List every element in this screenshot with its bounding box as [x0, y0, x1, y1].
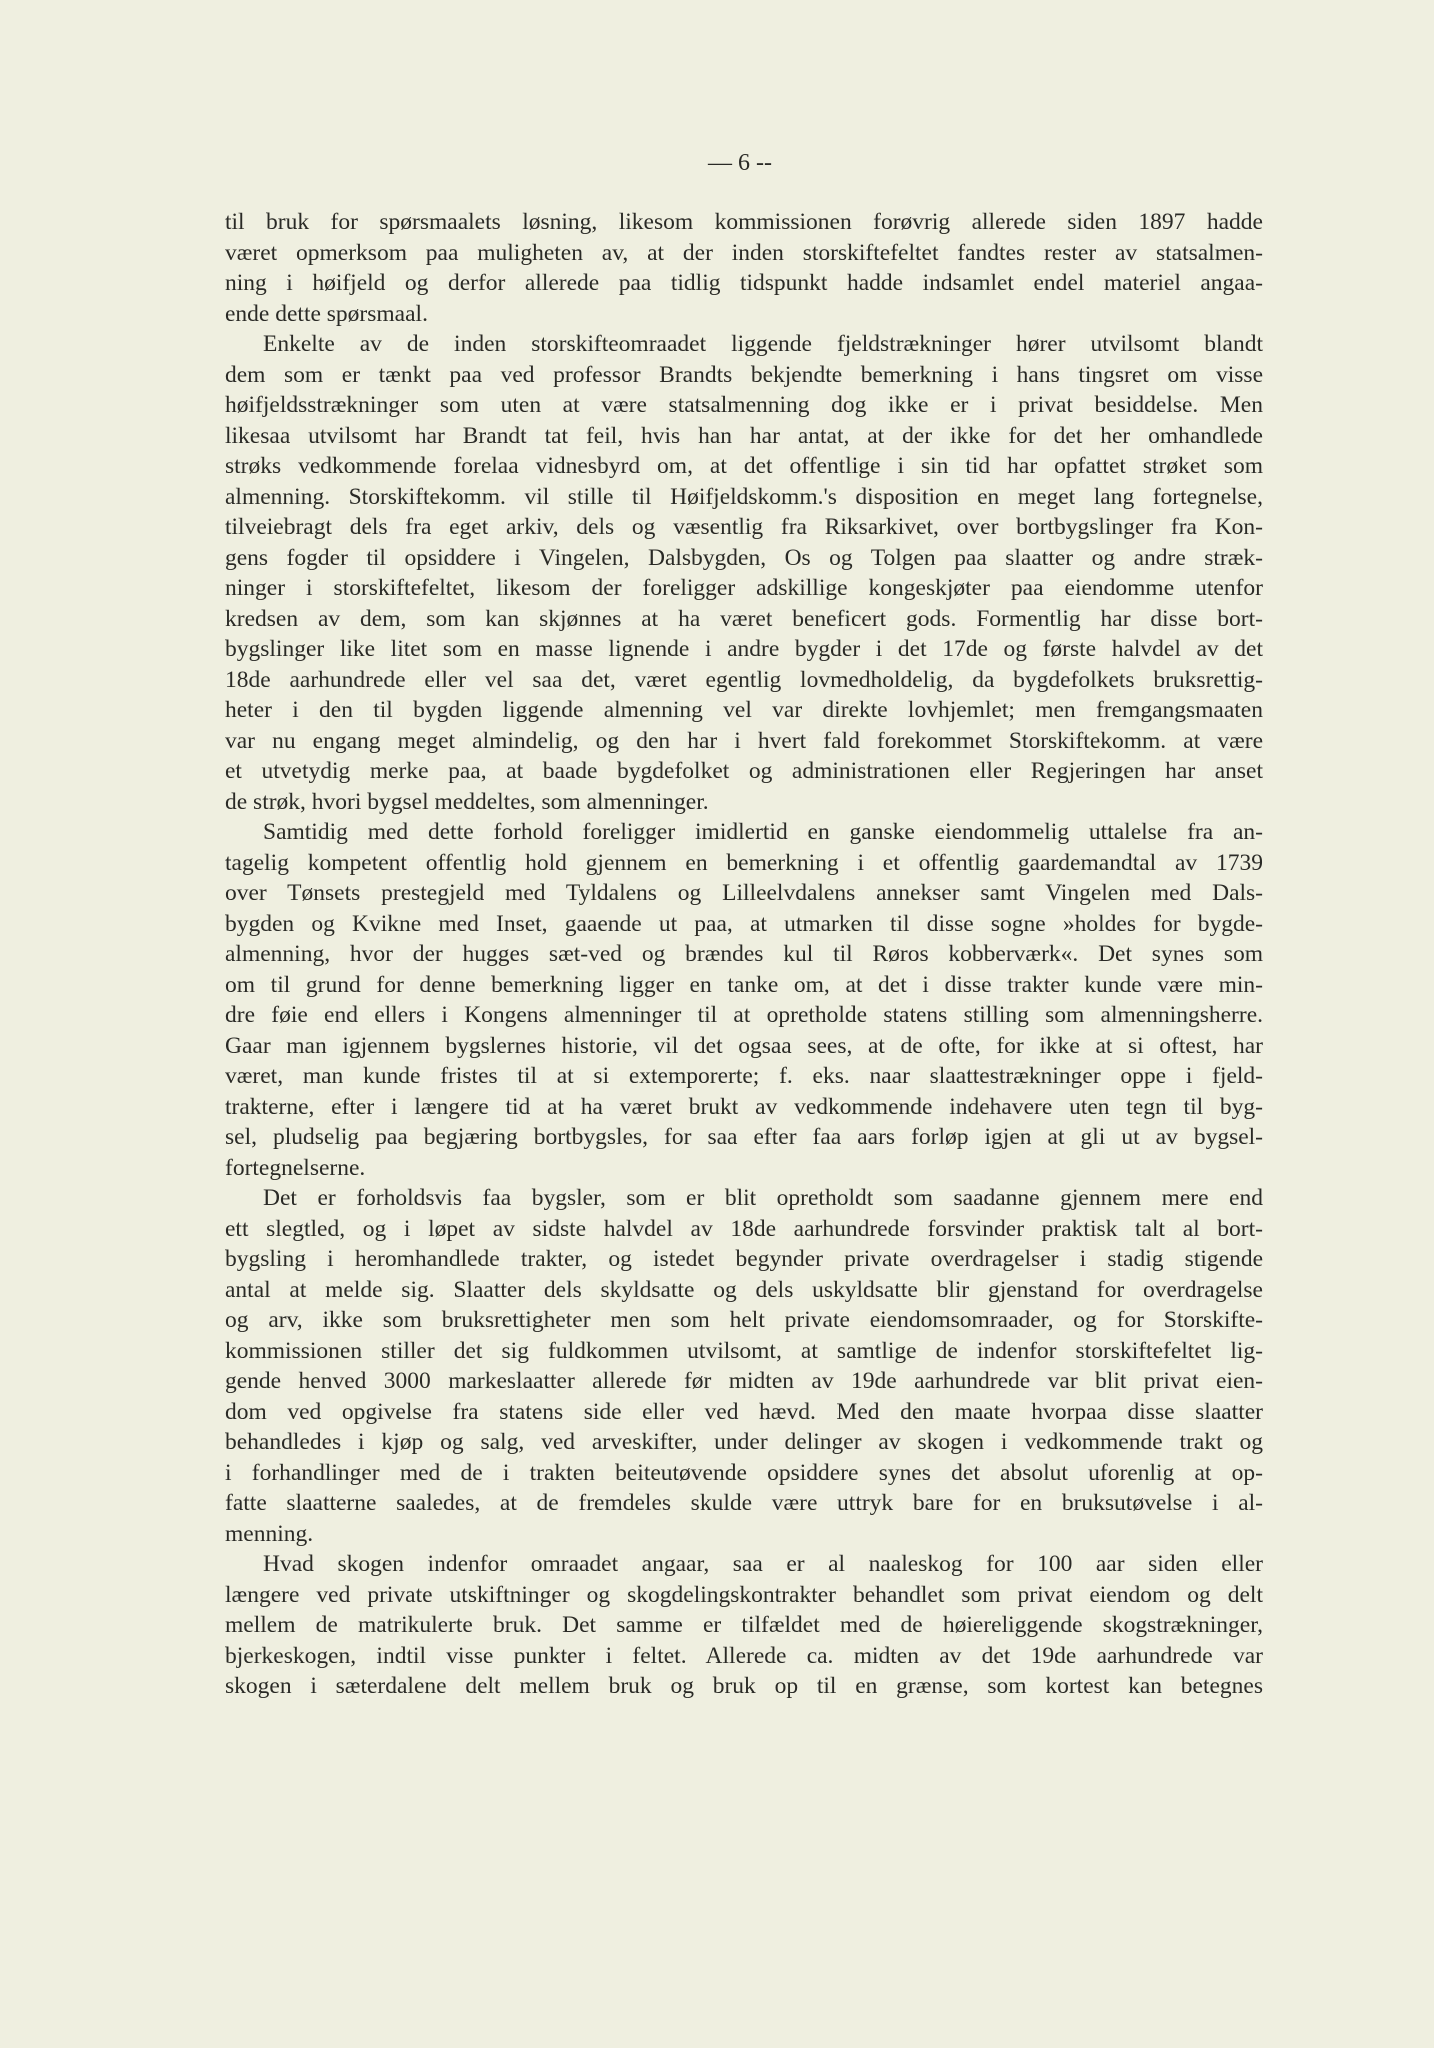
text-line: Gaar man igjennem bygslernes historie, vil det ogsaa sees, at de ofte, for ikke at si oftest, har	[225, 1032, 1263, 1059]
text-line: fatte slaatterne saaledes, at de fremdeles skulde være uttryk bare for en bruksutøvelse i al-	[225, 1490, 1263, 1516]
text-line: almenning. Storskiftekomm. vil stille til Høifjeldskomm.'s disposition en meget lang fortegnelse,	[225, 483, 1263, 510]
text-line: skogen i sæterdalene delt mellem bruk og bruk op til en grænse, som kortest kan betegnes	[225, 1673, 1263, 1699]
text-line: likesaa utvilsomt har Brandt tat feil, hvis han har antat, at der ikke for det her omhandlede	[225, 422, 1263, 449]
text-line: menning.	[225, 1520, 314, 1547]
text-line: til bruk for spørsmaalets løsning, likesom kommissionen forøvrig allerede siden 1897 hadde	[225, 209, 1263, 235]
text-line: dem som er tænkt paa ved professor Brandts bekjendte bemerkning i hans tingsret om visse	[225, 361, 1263, 388]
text-line: behandledes i kjøp og salg, ved arveskifter, under delinger av skogen i vedkommende trakt og	[225, 1429, 1263, 1455]
text-line: ning i høifjeld og derfor allerede paa tidlig tidspunkt hadde indsamlet endel materiel angaa-	[225, 270, 1263, 296]
text-line: kredsen av dem, som kan skjønnes at ha været beneficert gods. Formentlig har disse bort-	[225, 605, 1263, 632]
text-line: var nu engang meget almindelig, og den har i hvert fald forekommet Storskiftekomm. at være	[225, 727, 1263, 754]
paragraph	[225, 207, 1263, 329]
text-line: tagelig kompetent offentlig hold gjennem en bemerkning i et offentlig gaardemandtal av 1739	[225, 849, 1263, 876]
text-line: længere ved private utskiftninger og skogdelingskontrakter behandlet som privat eiendom og delt	[225, 1581, 1263, 1608]
text-line: antal at melde sig. Slaatter dels skyldsatte og dels uskyldsatte blir gjenstand for overdragelse	[225, 1276, 1263, 1303]
text-line: Enkelte av de inden storskifteomraadet liggende fjeldstrækninger hører utvilsomt blandt	[263, 331, 1263, 357]
text-line: almenning, hvor der hugges sæt-ved og brændes kul til Røros kobberværk«. Det synes som	[225, 941, 1263, 967]
text-line: bygsling i heromhandlede trakter, og istedet begynder private overdragelser i stadig stigende	[225, 1246, 1263, 1272]
paragraph	[225, 817, 1263, 1183]
text-line: bygden og Kvikne med Inset, gaaende ut paa, at utmarken til disse sogne »holdes for bygde-	[225, 910, 1263, 937]
text-line: ende dette spørsmaal.	[225, 300, 428, 327]
text-line: sel, pludselig paa begjæring bortbygsles, for saa efter faa aars forløp igjen at gli ut av bygsel-	[225, 1124, 1263, 1150]
paragraph	[225, 1549, 1263, 1702]
text-line: været opmerksom paa muligheten av, at der inden storskiftefeltet fandtes rester av statsalmen-	[225, 239, 1263, 266]
text-line: over Tønsets prestegjeld med Tyldalens og Lilleelvdalens annekser samt Vingelen med Dals-	[225, 880, 1263, 906]
text-line: og arv, ikke som bruksrettigheter men som helt private eiendomsomraader, og for Storskifte-	[225, 1307, 1263, 1333]
text-line: i forhandlinger med de i trakten beiteutøvende opsiddere synes det absolut uforenlig at op-	[225, 1459, 1263, 1486]
text-line: Det er forholdsvis faa bygsler, som er blit opretholdt som saadanne gjennem mere end	[263, 1185, 1263, 1211]
text-line: tilveiebragt dels fra eget arkiv, dels og væsentlig fra Riksarkivet, over bortbygslinger fra Kon-	[225, 514, 1263, 540]
text-line: dom ved opgivelse fra statens side eller ved hævd. Med den maate hvorpaa disse slaatter	[225, 1398, 1263, 1425]
text-line: været, man kunde fristes til at si extemporerte; f. eks. naar slaattestrækninger oppe i fjeld-	[225, 1063, 1263, 1089]
paragraph	[225, 329, 1263, 817]
text-line: bygslinger like litet som en masse lignende i andre bygder i det 17de og første halvdel av det	[225, 636, 1263, 662]
text-line: mellem de matrikulerte bruk. Det samme er tilfældet med de høiereliggende skogstrækninger,	[225, 1612, 1263, 1638]
page-number: — 6 --	[708, 150, 772, 176]
text-line: om til grund for denne bemerkning ligger en tanke om, at det i disse trakter kunde være min-	[225, 971, 1263, 998]
text-line: dre føie end ellers i Kongens almenninger til at opretholde statens stilling som almenningsherre.	[225, 1002, 1263, 1028]
text-line: strøks vedkommende forelaa vidnesbyrd om, at det offentlige i sin tid har opfattet strøket som	[225, 453, 1263, 479]
text-line: Hvad skogen indenfor omraadet angaar, saa er al naaleskog for 100 aar siden eller	[263, 1551, 1263, 1577]
paragraph	[225, 1183, 1263, 1549]
text-line: fortegnelserne.	[225, 1154, 366, 1181]
text-line: gens fogder til opsiddere i Vingelen, Dalsbygden, Os og Tolgen paa slaatter og andre stræk-	[225, 544, 1263, 571]
text-line: ninger i storskiftefeltet, likesom der foreligger adskillige kongeskjøter paa eiendomme utenfor	[225, 575, 1263, 601]
text-line: et utvetydig merke paa, at baade bygdefolket og administrationen eller Regjeringen har anset	[225, 758, 1263, 784]
text-line: bjerkeskogen, indtil visse punkter i feltet. Allerede ca. midten av det 19de aarhundrede var	[225, 1642, 1263, 1669]
text-line: trakterne, efter i længere tid at ha været brukt av vedkommende indehavere uten tegn til byg-	[225, 1093, 1263, 1120]
text-line: de strøk, hvori bygsel meddeltes, som almenninger.	[225, 788, 709, 815]
text-line: gende henved 3000 markeslaatter allerede før midten av 19de aarhundrede var blit privat eien-	[225, 1368, 1263, 1394]
text-line: ett slegtled, og i løpet av sidste halvdel av 18de aarhundrede forsvinder praktisk talt al bort-	[225, 1215, 1263, 1242]
text-line: Samtidig med dette forhold foreligger imidlertid en ganske eiendommelig uttalelse fra an-	[263, 819, 1263, 845]
text-line: heter i den til bygden liggende almenning vel var direkte lovhjemlet; men fremgangsmaaten	[225, 697, 1263, 723]
text-line: 18de aarhundrede eller vel saa det, været egentlig lovmedholdelig, da bygdefolkets bruksrettig-	[225, 666, 1263, 693]
body-text	[225, 207, 1263, 1702]
text-line: høifjeldsstrækninger som uten at være statsalmenning dog ikke er i privat besiddelse. Men	[225, 392, 1263, 418]
text-line: kommissionen stiller det sig fuldkommen utvilsomt, at samtlige de indenfor storskiftefeltet lig-	[225, 1337, 1263, 1364]
